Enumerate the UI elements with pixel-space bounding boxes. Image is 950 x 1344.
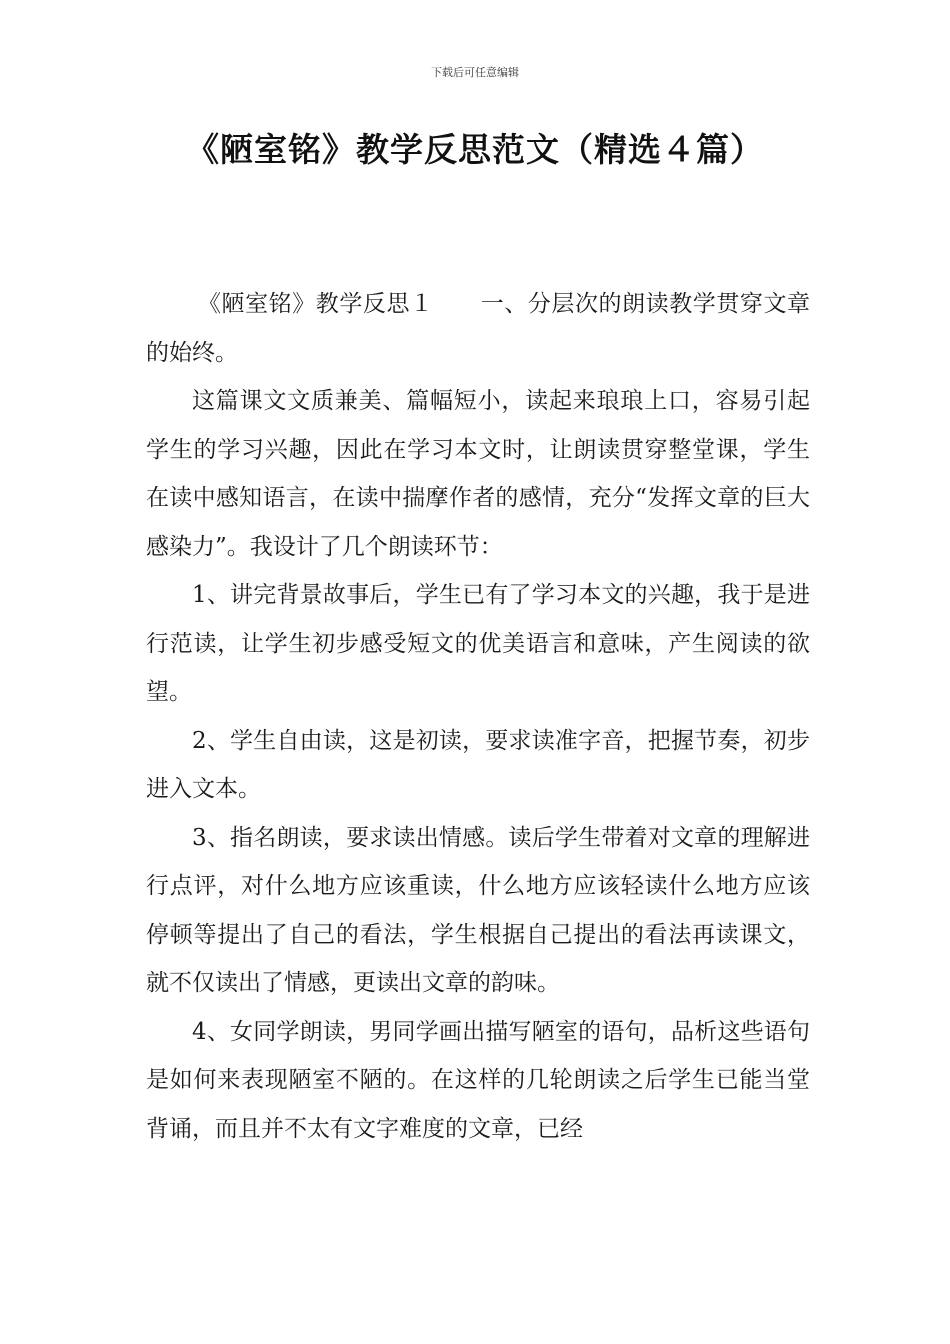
paragraph-step-1: 1、讲完背景故事后，学生已有了学习本文的兴趣，我于是进行范读，让学生初步感受短文的优美语言和意味，产生阅读的欲望。 bbox=[146, 582, 810, 705]
paragraph-step-2: 2、学生自由读，这是初读，要求读准字音，把握节奏，初步进入文本。 bbox=[146, 727, 810, 802]
article-body bbox=[146, 280, 810, 1153]
page-title: 《陋室铭》教学反思范文（精选４篇） bbox=[186, 130, 764, 169]
header-note: 下载后可任意编辑 bbox=[431, 66, 519, 79]
paragraph-intro: 《陋室铭》教学反思１ 一、分层次的朗读教学贯穿文章的始终。 bbox=[146, 291, 810, 366]
paragraph-overview: 这篇课文文质兼美、篇幅短小，读起来琅琅上口，容易引起学生的学习兴趣，因此在学习本文时，让朗读贯穿整堂课，学生在读中感知语言，在读中揣摩作者的感情，充分“发挥文章的巨大感染力”。我设计了几个朗读环节： bbox=[146, 388, 810, 560]
paragraph-step-3: 3、指名朗读，要求读出情感。读后学生带着对文章的理解进行点评，对什么地方应该重读，什么地方应该轻读什么地方应该停顿等提出了自己的看法，学生根据自己提出的看法再读课文，就不仅读出了情感，更读出文章的韵味。 bbox=[146, 824, 810, 996]
paragraph-step-4: 4、女同学朗读，男同学画出描写陋室的语句，品析这些语句是如何来表现陋室不陋的。在这样的几轮朗读之后学生已能当堂背诵，而且并不太有文字难度的文章，已经 bbox=[146, 1018, 810, 1142]
